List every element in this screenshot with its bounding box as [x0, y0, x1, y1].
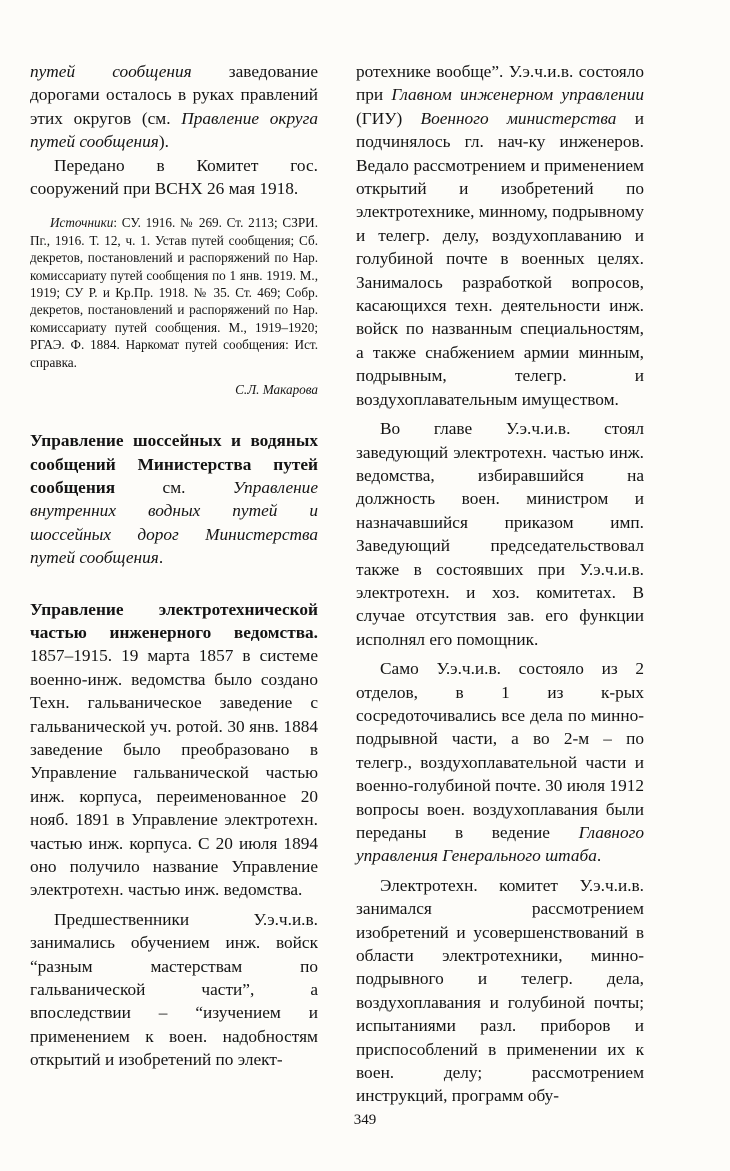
paragraph-transfer: Передано в Комитет гос. сооружений при ВСНХ 26 мая 1918. [30, 155, 318, 199]
paragraph-committee: Электротехн. комитет У.э.ч.и.в. занимался рассмотрением изобретений и усовершенствований в области электротехники, минно-подрывного и телегр. дела, воздухоплавания и голубиной почты; испытаниями разл. приборов и приспособлений в применении их к воен. делу; рассмотрением инструкций, программ обу- [356, 875, 644, 1106]
entry-heading: Управление шоссейных и водяных сообщений Министерства путей сообщения [30, 431, 318, 497]
cross-reference: Главном инженерном управлении [391, 85, 644, 105]
paragraph-predecessors: Предшественники У.э.ч.и.в. занимались обучением инж. войск “разным мастерствам по гальванической части”, а впоследствии – “изучением и применением к воен. надобностям открытий и изобретений по элект- [30, 909, 318, 1070]
author-signature: С.Л. Макарова [235, 382, 318, 398]
cross-reference: Военного министерства [420, 108, 617, 128]
sources-text: : СУ. 1916. № 269. Ст. 2113; СЗРИ. Пг., 1916. Т. 12, ч. 1. Устав путей сообщения; Сб. декретов, постановлений и распоряжений по Нар. комиссариату путей сообщения по 1 янв. 1919. М., 1919; СУ Р. и Кр.Пр. 1918. № 35. Ст. 469; Собр. декретов, постановлений и распоряжений по Нар. комиссариату путей сообщения. М., 1919–1920; РГАЭ. Ф. 1884. Наркомат путей сообщения: Ист. справка. [30, 215, 318, 370]
paragraph-leadership: Во главе У.э.ч.и.в. стоял заведующий электротехн. частью инж. ведомства, избиравшийся на должность воен. министром и назначавшийся приказом имп. Заведующий председательствовал также в состоявших при У.э.ч.и.в. электротехн. и хоз. комитетах. В случае отсутствия зав. его функции исполнял его помощник. [356, 419, 644, 649]
sources-block [30, 214, 318, 371]
paragraph-subordination: ротехнике вообще”. У.э.ч.и.в. состояло при Главном инженерном управлении (ГИУ) Военного министерства и подчинялось гл. нач-ку инженеров. Ведало рассмотрением и применением открытий и изобретений по электротехнике, минному, подрывному и телегр. делу, воздухоплаванию и голубиной почте в военных целях. Занималось разработкой вопросов, касающихся техн. деятельности инж. войск по названным специальностям, а также снабжением армии минным, подрывным, телегр. и воздухоплавательным имуществом. [356, 62, 644, 409]
cross-reference: Правление округа путей сообщения [30, 108, 318, 152]
entry-elektrotekhnicheskoi: Управление электротехнической частью инженерного ведомства. 1857–1915. 19 марта 1857 в системе военно-инж. ведомства было создано Техн. гальваническое заведение с гальванической уч. ротой. 30 янв. 1884 заведение было преобразовано в Управление гальванической частью инж. корпуса, переименованное 20 нояб. 1891 в Управление электротехн. частью инж. корпуса. С 20 июля 1894 оно получило название Управление электротехн. частью инж. ведомства. [30, 599, 318, 900]
page-number: 349 [353, 1112, 377, 1128]
paragraph-structure: Само У.э.ч.и.в. состояло из 2 отделов, в 1 из к-рых сосредоточивались все дела по минно-подрывной части, а во 2-м – по телегр., воздухоплавательной части и военно-голубиной почте. 30 июля 1912 вопросы воен. воздухоплавания были переданы в ведение Главного управления Генерального штаба. [356, 659, 644, 866]
sources-label: Источники [50, 215, 114, 231]
right-column [356, 60, 644, 1108]
cross-reference: Управление внутренних водных путей и шоссейных дорог Министерства путей сообщения [30, 477, 318, 568]
cross-reference: Главного управления Генерального штаба [356, 823, 644, 866]
left-column [30, 60, 318, 1072]
paragraph-continuation: путей сообщения заведование дорогами осталось в руках правлений этих округов (см. Правление округа путей сообщения). [30, 62, 318, 152]
entry-heading: Управление электротехнической частью инженерного ведомства. [30, 599, 318, 642]
entry-shosseinykh: Управление шоссейных и водяных сообщений Министерства путей сообщения см. Управление внутренних водных путей и шоссейных дорог Министерства путей сообщения. [30, 431, 318, 568]
